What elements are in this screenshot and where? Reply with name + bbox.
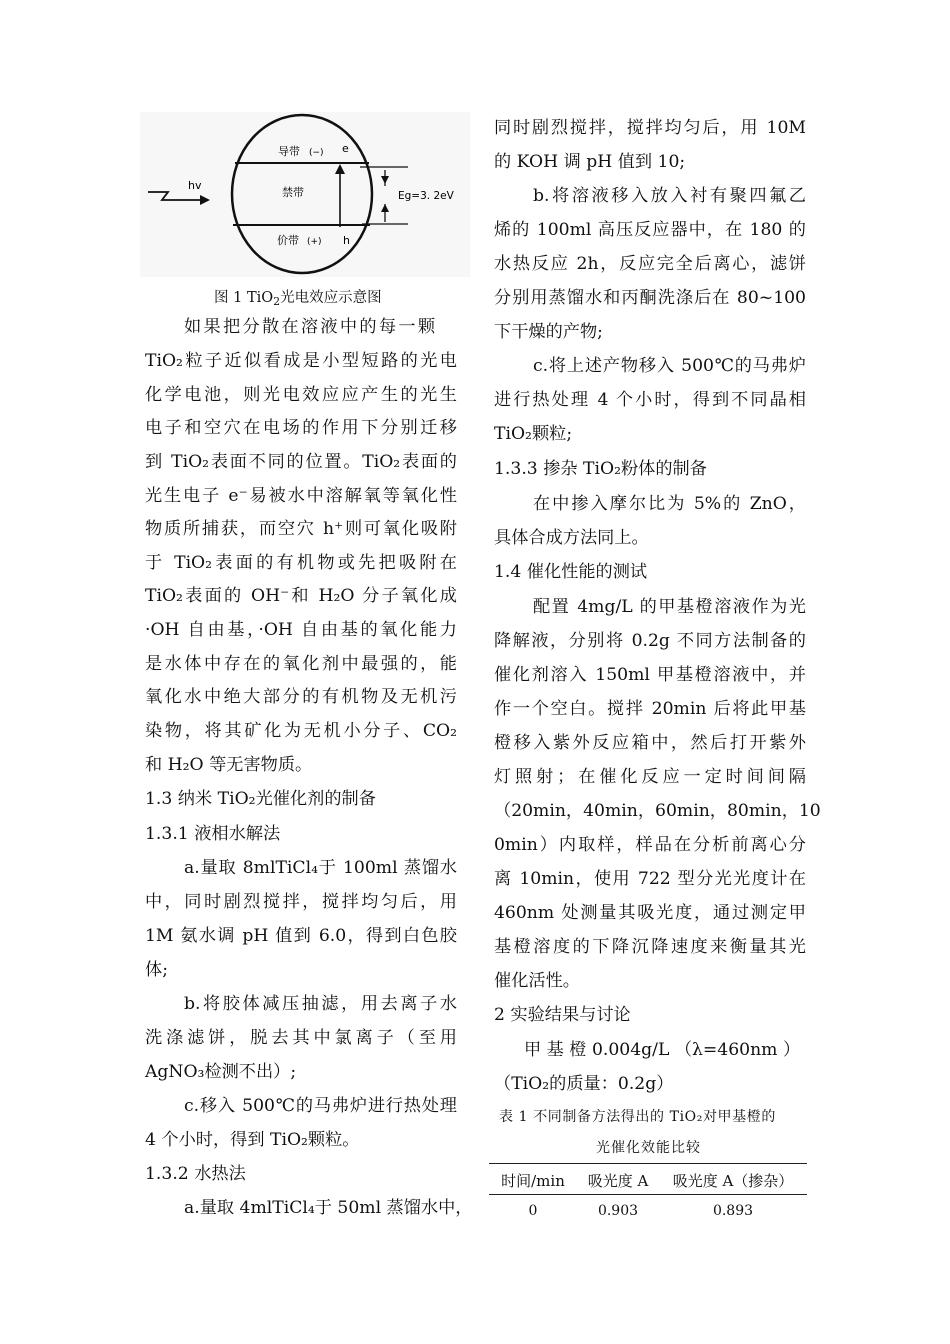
body-line: c.将上述产物移入 500℃的马弗炉 xyxy=(533,356,806,376)
body-line: 460nm 处测量其吸光度，通过测定甲 xyxy=(494,903,806,923)
body-line: 离 10min，使用 722 型分光光度计在 xyxy=(494,869,806,889)
body-line: 光生电子 e⁻易被水中溶解氧等氧化性 xyxy=(145,486,457,506)
body-line: 体; xyxy=(145,960,168,980)
section-heading-1-3: 1.3 纳米 TiO₂光催化剂的制备 xyxy=(145,789,376,809)
table-row xyxy=(489,1194,807,1222)
body-line: 氧化水中绝大部分的有机物及无机污 xyxy=(145,687,457,707)
hv-label: hv xyxy=(188,179,202,192)
section-heading-2: 2 实验结果与讨论 xyxy=(494,1005,631,1025)
body-line: 烯的 100ml 高压反应器中，在 180 的 xyxy=(494,220,806,240)
body-line: 下干燥的产物; xyxy=(494,322,603,342)
table-cell: 0 xyxy=(528,1203,538,1219)
body-line: ·OH 自由基，·OH 自由基的氧化能力 xyxy=(145,620,457,640)
table-caption-line-1: 表 1 不同制备方法得出的 TiO₂对甲基橙的 xyxy=(499,1109,776,1125)
body-line: 的 KOH 调 pH 值到 10; xyxy=(494,152,686,172)
body-line: 水热反应 2h，反应完全后离心，滤饼 xyxy=(494,254,806,274)
section-heading-1-3-1: 1.3.1 液相水解法 xyxy=(145,824,281,844)
body-line: 同时剧烈搅拌，搅拌均匀后，用 10M xyxy=(494,118,806,138)
body-line: c.移入 500℃的马弗炉进行热处理 xyxy=(184,1096,457,1116)
body-line: 在中掺入摩尔比为 5%的 ZnO， xyxy=(533,494,806,514)
table-header-cell: 吸光度 A xyxy=(587,1171,649,1190)
body-line: b.将溶液移入放入衬有聚四氟乙 xyxy=(533,186,806,206)
body-line: 洗涤滤饼，脱去其中氯离子（至用 xyxy=(145,1028,457,1048)
band-gap-label: Eg=3. 2eV xyxy=(398,190,454,202)
body-line: 中，同时剧烈搅拌，搅拌均匀后，用 xyxy=(145,892,457,912)
table-cell: 0.903 xyxy=(597,1203,639,1219)
section-heading-1-3-2: 1.3.2 水热法 xyxy=(145,1164,246,1184)
body-line: 0min）内取样，样品在分析前离心分 xyxy=(494,835,806,855)
body-line: 橙移入紫外反应箱中，然后打开紫外 xyxy=(494,733,806,753)
body-line: 灯照射；在催化反应一定时间间隔 xyxy=(494,767,806,787)
body-line: 到 TiO₂表面不同的位置。TiO₂表面的 xyxy=(145,452,457,472)
condition-line-1: 甲 基 橙 0.004g/L （λ=460nm ） xyxy=(524,1040,801,1060)
section-heading-1-4: 1.4 催化性能的测试 xyxy=(494,562,648,582)
section-heading-1-3-3: 1.3.3 掺杂 TiO₂粉体的制备 xyxy=(494,459,707,479)
conduction-band-sign: (−) xyxy=(309,148,324,158)
table-header-cell: 吸光度 A（掺杂） xyxy=(672,1171,794,1190)
body-line: 催化剂溶入 150ml 甲基橙溶液中，并 xyxy=(494,665,806,685)
table-header-rule xyxy=(489,1194,807,1195)
body-line: 和 H₂O 等无害物质。 xyxy=(145,755,313,775)
figure-caption: 图 1 TiO$_2$光电效应示意图 xyxy=(214,290,382,308)
body-line: 染物，将其矿化为无机小分子、CO₂ xyxy=(145,721,457,741)
body-line: 物质所捕获，而空穴 h⁺则可氧化吸附 xyxy=(145,519,457,539)
body-line: 4 个小时，得到 TiO₂颗粒。 xyxy=(145,1130,360,1150)
table-header-row xyxy=(489,1166,807,1194)
table-caption-line-2: 光催化效能比较 xyxy=(596,1140,701,1156)
band-diagram-figure xyxy=(140,112,470,277)
body-line: 配置 4mg/L 的甲基橙溶液作为光 xyxy=(533,597,806,617)
body-line: AgNO₃检测不出）; xyxy=(145,1062,297,1082)
body-line: 如果把分散在溶液中的每一颗 xyxy=(184,317,438,337)
hole-label: h xyxy=(343,234,350,247)
forbidden-band-label: 禁带 xyxy=(282,186,304,199)
valence-band-label: 价带 xyxy=(277,234,299,247)
body-line: 分别用蒸馏水和丙酮洗涤后在 80~100 xyxy=(494,288,806,308)
body-line: a.量取 4mlTiCl₄于 50ml 蒸馏水中， xyxy=(184,1198,473,1218)
body-line: TiO₂粒子近似看成是小型短路的光电 xyxy=(145,351,457,371)
body-line: 化学电池，则光电效应应产生的光生 xyxy=(145,385,457,405)
table-header-cell: 时间/min xyxy=(501,1171,565,1190)
body-line: 1M 氨水调 pH 值到 6.0，得到白色胶 xyxy=(145,926,457,946)
body-line: （20min，40min，60min，80min，10 xyxy=(494,801,821,821)
table-top-rule xyxy=(489,1163,807,1164)
body-line: 作一个空白。搅拌 20min 后将此甲基 xyxy=(494,699,806,719)
body-line: 电子和空穴在电场的作用下分别迁移 xyxy=(145,418,457,438)
conduction-band-label: 导带 xyxy=(278,145,300,158)
condition-line-2: （TiO₂的质量：0.2g） xyxy=(494,1074,674,1094)
body-line: 于 TiO₂表面的有机物或先把吸附在 xyxy=(145,553,457,573)
body-line: 催化活性。 xyxy=(494,971,580,991)
body-line: TiO₂颗粒; xyxy=(494,424,573,444)
body-line: 降解液，分别将 0.2g 不同方法制备的 xyxy=(494,631,806,651)
body-line: 基橙溶度的下降沉降速度来衡量其光 xyxy=(494,937,806,957)
table-cell: 0.893 xyxy=(712,1203,754,1219)
body-line: TiO₂表面的 OH⁻和 H₂O 分子氧化成 xyxy=(145,586,457,606)
body-line: a.量取 8mlTiCl₄于 100ml 蒸馏水 xyxy=(184,858,457,878)
body-line: 具体合成方法同上。 xyxy=(494,528,649,548)
body-line: 进行热处理 4 个小时，得到不同晶相 xyxy=(494,390,806,410)
body-line: 是水体中存在的氧化剂中最强的，能 xyxy=(145,654,457,674)
body-line: b.将胶体减压抽滤，用去离子水 xyxy=(184,994,457,1014)
electron-label: e xyxy=(342,142,349,155)
valence-band-sign: (+) xyxy=(307,237,322,247)
